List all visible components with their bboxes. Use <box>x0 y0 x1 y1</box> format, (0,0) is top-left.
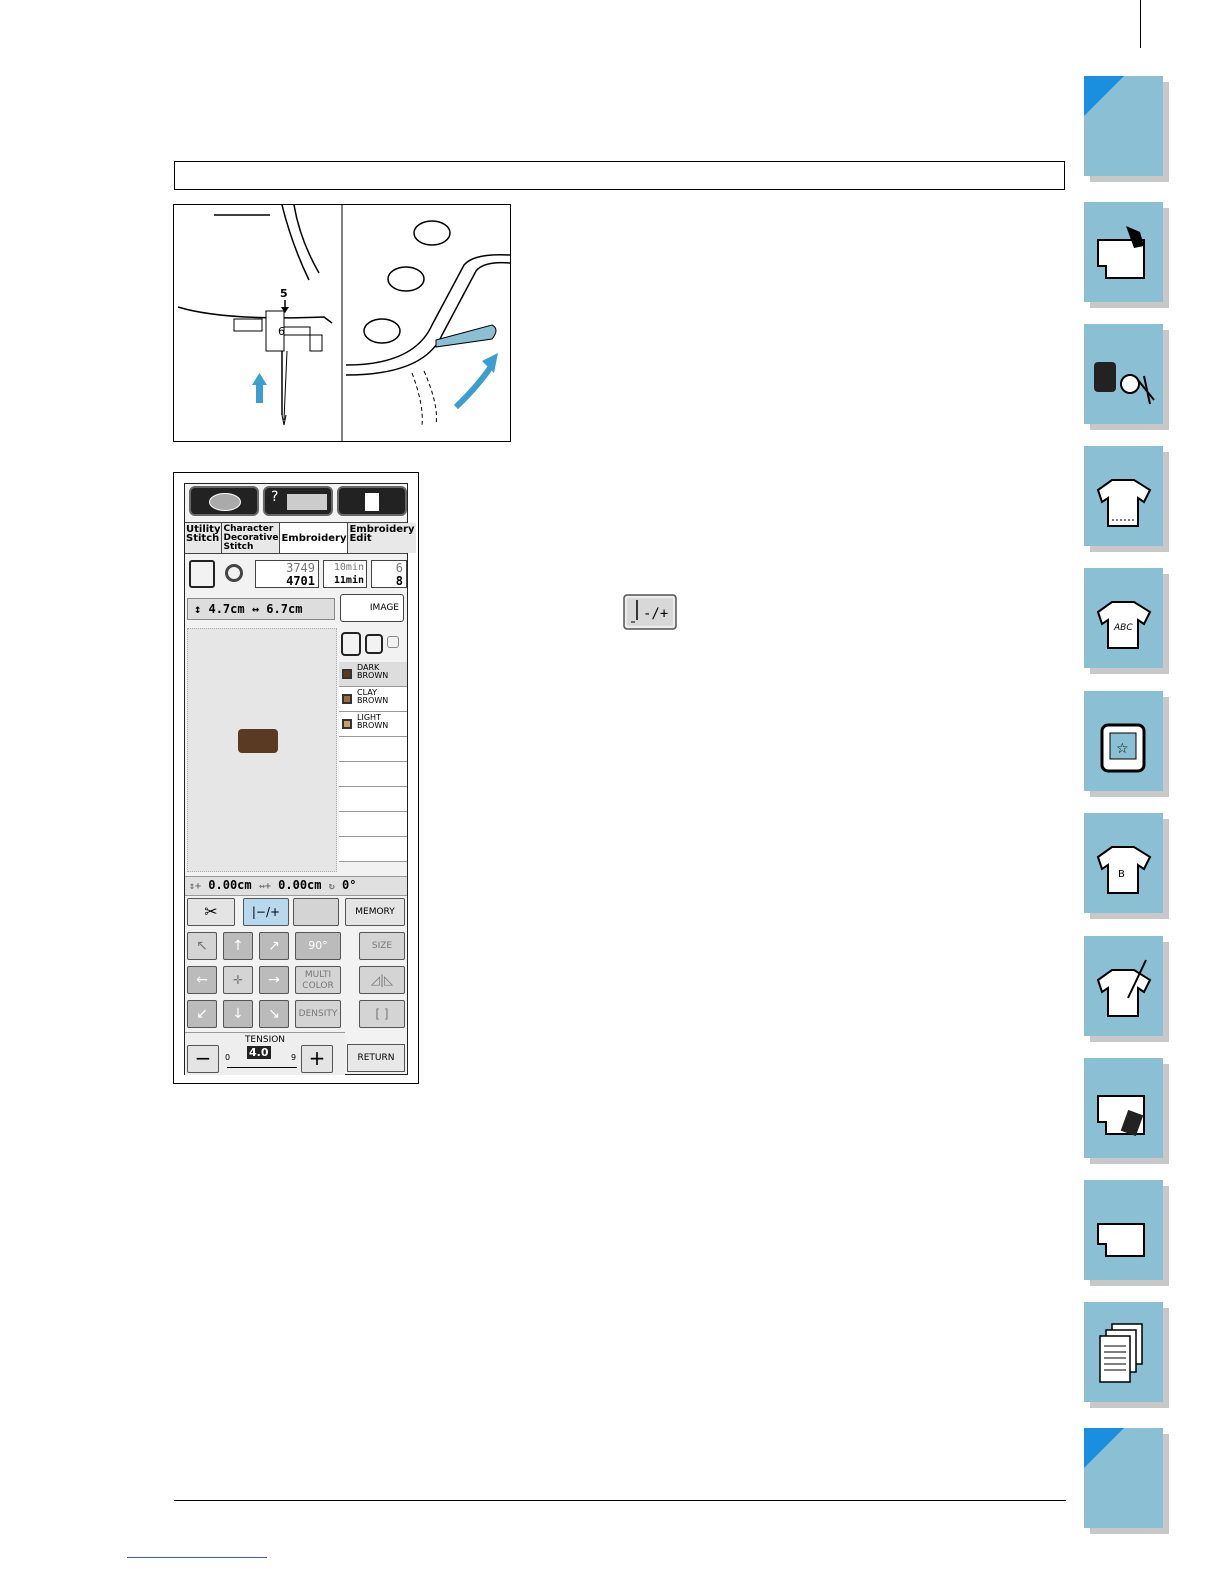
image-button[interactable]: IMAGE <box>340 594 404 622</box>
embroidery-preview-canvas <box>187 628 337 872</box>
shirt-embroidery-edit-icon <box>1084 813 1163 913</box>
return-button[interactable]: RETURN <box>347 1044 405 1072</box>
scissors-button[interactable] <box>187 898 235 926</box>
tension-value: 4.0 <box>249 1046 269 1059</box>
rotate-90-button[interactable]: 90° <box>295 932 341 960</box>
arrow-down-left-button[interactable]: ↙ <box>187 1000 217 1028</box>
arrow-up-button[interactable]: ↑ <box>223 932 253 960</box>
thread-color-empty <box>339 812 407 837</box>
scissors-icon: ✂ <box>204 902 218 921</box>
time-total: 11min <box>333 575 364 586</box>
trial-button[interactable]: [ ] <box>359 1000 405 1028</box>
frame-icons <box>341 630 401 658</box>
pattern-width: 6.7cm <box>266 602 303 616</box>
chapter-tab-utility-stitches[interactable] <box>1084 446 1163 546</box>
thread-color-empty <box>339 737 407 762</box>
cake-pattern-preview <box>238 729 278 753</box>
rotate-icon: ↻ <box>328 881 335 892</box>
sewing-machine-icon <box>1084 1180 1163 1280</box>
arrow-up-right-button[interactable]: ↗ <box>259 932 289 960</box>
tension-control <box>185 1032 345 1075</box>
question-icon: ? <box>271 489 279 505</box>
documents-icon <box>1084 1302 1163 1402</box>
tension-plus-button[interactable]: + <box>301 1045 333 1073</box>
svg-text:B: B <box>1118 869 1125 880</box>
chapter-tab-character-stitches[interactable] <box>1084 568 1163 668</box>
vertical-move-icon: ↕+ <box>189 881 202 892</box>
stitch-count-box <box>255 560 319 588</box>
shirt-needle-icon <box>1084 936 1163 1036</box>
mode-tabs <box>185 522 415 554</box>
chapter-tab-sewing-basics[interactable] <box>1084 324 1163 424</box>
callout-5: 5 <box>280 287 288 300</box>
pattern-size-bar <box>187 598 335 620</box>
help-button[interactable] <box>263 486 333 516</box>
thread-color-item[interactable]: LIGHT BROWN <box>339 712 407 737</box>
shirt-abc-icon <box>1084 568 1163 668</box>
time-current: 10min <box>333 562 364 573</box>
position-y: 0.00cm <box>208 878 252 892</box>
stitch-info-row <box>185 558 407 590</box>
tab-character-decorative[interactable]: Character Decorative Stitch <box>223 524 279 552</box>
needle-stitch-plus-minus-button[interactable] <box>243 898 289 926</box>
tab-utility-stitch[interactable]: Utility Stitch <box>185 523 222 553</box>
thread-spool-scissors-icon <box>1084 324 1163 424</box>
chapter-tab-maintenance[interactable] <box>1084 1058 1163 1158</box>
machine-help-icon <box>287 494 327 510</box>
chapter-tab-getting-ready[interactable] <box>1084 202 1163 302</box>
bobbin-icon <box>225 564 243 582</box>
frame-small-icon <box>387 636 399 648</box>
arrow-down-right-button[interactable]: ↘ <box>259 1000 289 1028</box>
embroidery-frame-star-icon <box>1084 691 1163 791</box>
thread-color-item[interactable]: DARK BROWN <box>339 662 407 687</box>
color-count-box <box>371 560 407 588</box>
tension-max: 9 <box>291 1053 297 1062</box>
frame-medium-icon <box>365 634 383 654</box>
machine-care-icon <box>1084 1058 1163 1158</box>
stitch-current: 3749 <box>286 561 315 575</box>
position-x: 0.00cm <box>278 878 322 892</box>
chapter-tab-corner-bottom[interactable] <box>1084 1428 1163 1528</box>
top-marker-line <box>1140 0 1141 48</box>
tab-embroidery-edit[interactable]: Embroidery Edit <box>348 523 415 553</box>
settings-sheet-icon <box>365 493 379 511</box>
width-arrow-icon: ↔ <box>251 602 260 616</box>
arrow-down-button[interactable]: ↓ <box>223 1000 253 1028</box>
lcd-screen <box>184 483 415 1075</box>
thread-icon <box>209 493 241 511</box>
color-total: 8 <box>395 574 403 588</box>
arrow-left-button[interactable]: ← <box>187 966 217 994</box>
shirt-stitch-icon <box>1084 446 1163 546</box>
callout-6: 6 <box>278 325 285 338</box>
section-heading-box <box>174 161 1065 190</box>
size-button[interactable]: SIZE <box>359 932 405 960</box>
footer-rule <box>174 1500 1066 1501</box>
stitch-total: 4701 <box>286 574 315 588</box>
chapter-tab-embroidery[interactable] <box>1084 691 1163 791</box>
figure-lcd-screen <box>173 472 419 1084</box>
chapter-tab-my-custom-stitch[interactable] <box>1084 936 1163 1036</box>
pattern-height: 4.7cm <box>208 602 245 616</box>
mirror-image-button[interactable]: ◿|◺ <box>359 966 405 994</box>
thread-color-empty <box>339 762 407 787</box>
hoop-position-button[interactable] <box>293 898 339 926</box>
tension-scale <box>227 1067 297 1068</box>
needle-plus-minus-icon: |−/+ <box>251 905 281 919</box>
tension-min: 0 <box>225 1053 231 1062</box>
sewing-machine-hand-icon <box>1084 202 1163 302</box>
arrow-right-button[interactable]: → <box>259 966 289 994</box>
thread-color-item[interactable]: CLAY BROWN <box>339 687 407 712</box>
needle-plus-minus-icon <box>623 594 677 630</box>
horizontal-move-icon: ↔+ <box>258 881 271 892</box>
pattern-explanation-button[interactable] <box>189 486 259 516</box>
height-arrow-icon: ↕ <box>194 602 202 616</box>
bottom-link-underline <box>127 1557 267 1558</box>
chapter-tab-embroidery-edit[interactable] <box>1084 813 1163 913</box>
tab-embroidery[interactable]: Embroidery <box>280 523 348 553</box>
position-bar <box>185 876 407 896</box>
chapter-tab-index[interactable] <box>1084 1302 1163 1402</box>
thread-color-empty <box>339 787 407 812</box>
tension-minus-button[interactable]: − <box>187 1045 219 1073</box>
settings-button[interactable] <box>337 486 407 516</box>
tension-label: TENSION <box>244 1035 286 1045</box>
memory-button[interactable]: MEMORY <box>345 898 405 926</box>
rotation-angle: 0° <box>342 878 357 892</box>
density-button[interactable]: DENSITY <box>295 1000 341 1028</box>
svg-text:-/+: -/+ <box>643 606 669 622</box>
time-box <box>323 560 367 588</box>
center-button[interactable]: ✛ <box>223 966 253 994</box>
presser-foot-q-icon <box>189 560 215 588</box>
figure-presser-foot <box>173 204 511 442</box>
chapter-tab-appendix[interactable] <box>1084 1180 1163 1280</box>
thread-color-empty <box>339 837 407 862</box>
svg-text:ABC: ABC <box>1114 623 1133 633</box>
thread-color-list <box>339 662 407 862</box>
color-current: 6 <box>395 561 403 575</box>
arrow-up-left-button[interactable]: ↖ <box>187 932 217 960</box>
chapter-tab-corner-top[interactable] <box>1084 76 1163 176</box>
frame-large-icon <box>341 632 361 656</box>
svg-text:☆: ☆ <box>1116 741 1129 757</box>
multi-color-button[interactable]: MULTI COLOR <box>295 966 341 994</box>
